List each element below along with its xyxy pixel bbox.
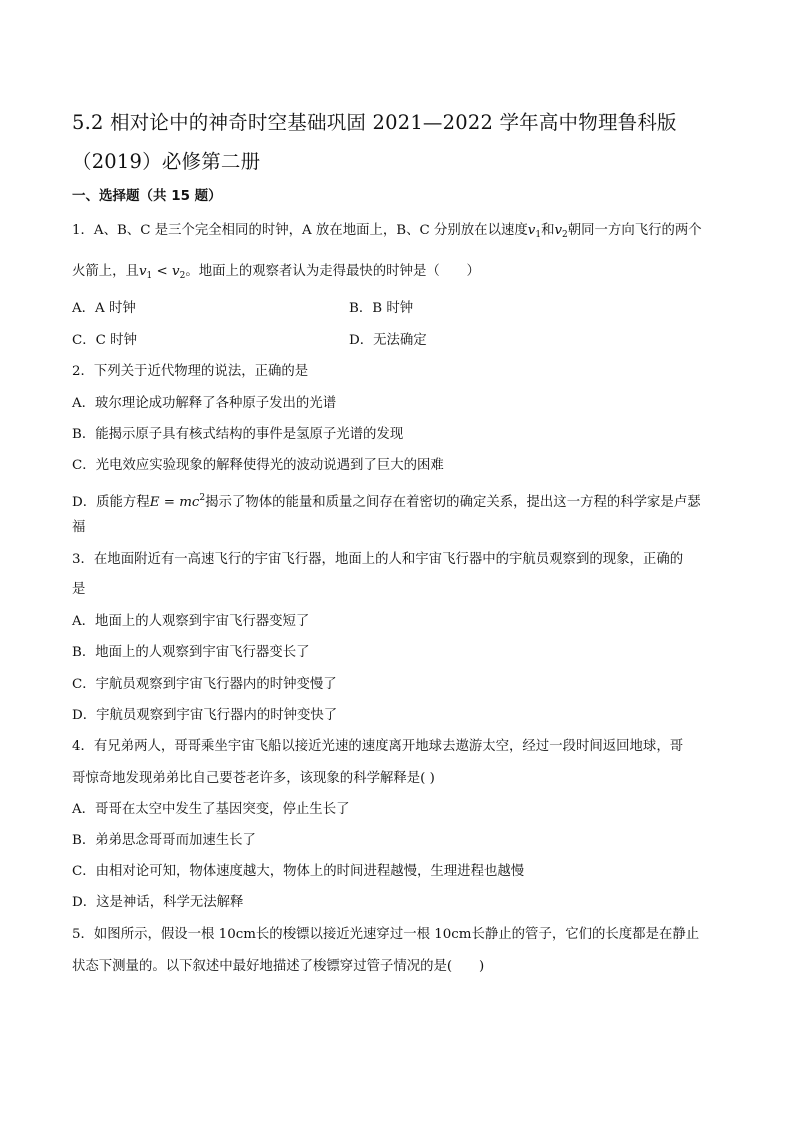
q5-stem-line-1: 5．如图所示，假设一根 10cm长的梭镖以接近光速穿过一根 10cm长静止的管子，它们的长度都是在静止 (72, 927, 700, 942)
q2-option-b: B．能揭示原子具有核式结构的事件是氢原子光谱的发现 (72, 427, 404, 442)
q1-option-c: C．C 时钟 (72, 333, 137, 348)
section-heading: 一、选择题（共 15 题） (72, 188, 222, 204)
page-title (72, 103, 732, 181)
mass-energy-formula: $E = mc^2$ (149, 493, 206, 510)
q2-option-c: C．光电效应实验现象的解释使得光的波动说遇到了巨大的困难 (72, 458, 444, 473)
q1-option-b: B．B 时钟 (349, 301, 414, 316)
q4-option-b: B．弟弟思念哥哥而加速生长了 (72, 833, 256, 848)
title-line-2: （2019）必修第二册 (72, 150, 261, 173)
v1-symbol: $v_1$ (527, 223, 542, 240)
title-line-1: 5.2 相对论中的神奇时空基础巩固 2021—2022 学年高中物理鲁科版 (72, 111, 677, 134)
q1-option-d: D．无法确定 (349, 333, 427, 348)
q2-option-a: A．玻尔理论成功解释了各种原子发出的光谱 (72, 396, 337, 411)
q2-option-d: D．质能方程$E = mc^2$揭示了物体的能量和质量之间存在着密切的确定关系，提出这一方程的科学家是卢瑟 (72, 493, 701, 510)
q3-option-c: C．宇航员观察到宇宙飞行器内的时钟变慢了 (72, 677, 337, 692)
q3-option-d: D．宇航员观察到宇宙飞行器内的时钟变快了 (72, 708, 338, 723)
v2-symbol: $v_2$ (554, 223, 568, 240)
q1-option-a: A．A 时钟 (72, 301, 136, 316)
q4-option-d: D．这是神话，科学无法解释 (72, 895, 244, 910)
q4-option-a: A．哥哥在太空中发生了基因突变，停止生长了 (72, 802, 350, 817)
q1-stem-line-2: 火箭上，且$v_1 < v_2$。地面上的观察者认为走得最快的时钟是（ ） (72, 264, 480, 281)
q3-stem-line-2: 是 (72, 582, 86, 597)
q2-stem: 2．下列关于近代物理的说法，正确的是 (72, 364, 309, 379)
inequality: $v_1 < v_2$ (138, 264, 186, 281)
q4-option-c: C．由相对论可知，物体速度越大，物体上的时间进程越慢，生理进程也越慢 (72, 864, 525, 879)
q3-stem-line-1: 3．在地面附近有一高速飞行的宇宙飞行器，地面上的人和宇宙飞行器中的宇航员观察到的现象，正确的 (72, 552, 684, 567)
q5-stem-line-2: 状态下测量的。以下叙述中最好地描述了梭镖穿过管子情况的是( ) (72, 959, 485, 974)
q4-stem-line-2: 哥惊奇地发现弟弟比自己要苍老许多，该现象的科学解释是( ) (72, 771, 435, 786)
q1-stem-line-1: 1．A、B、C 是三个完全相同的时钟，A 放在地面上，B、C 分别放在以速度$v_1$和$v_2$朝同一方向飞行的两个 (72, 223, 702, 240)
q3-option-a: A．地面上的人观察到宇宙飞行器变短了 (72, 614, 310, 629)
q2-option-d-cont: 福 (72, 520, 86, 535)
q3-option-b: B．地面上的人观察到宇宙飞行器变长了 (72, 645, 310, 660)
q4-stem-line-1: 4．有兄弟两人，哥哥乘坐宇宙飞船以接近光速的速度离开地球去遨游太空，经过一段时间返回地球，哥 (72, 739, 684, 754)
